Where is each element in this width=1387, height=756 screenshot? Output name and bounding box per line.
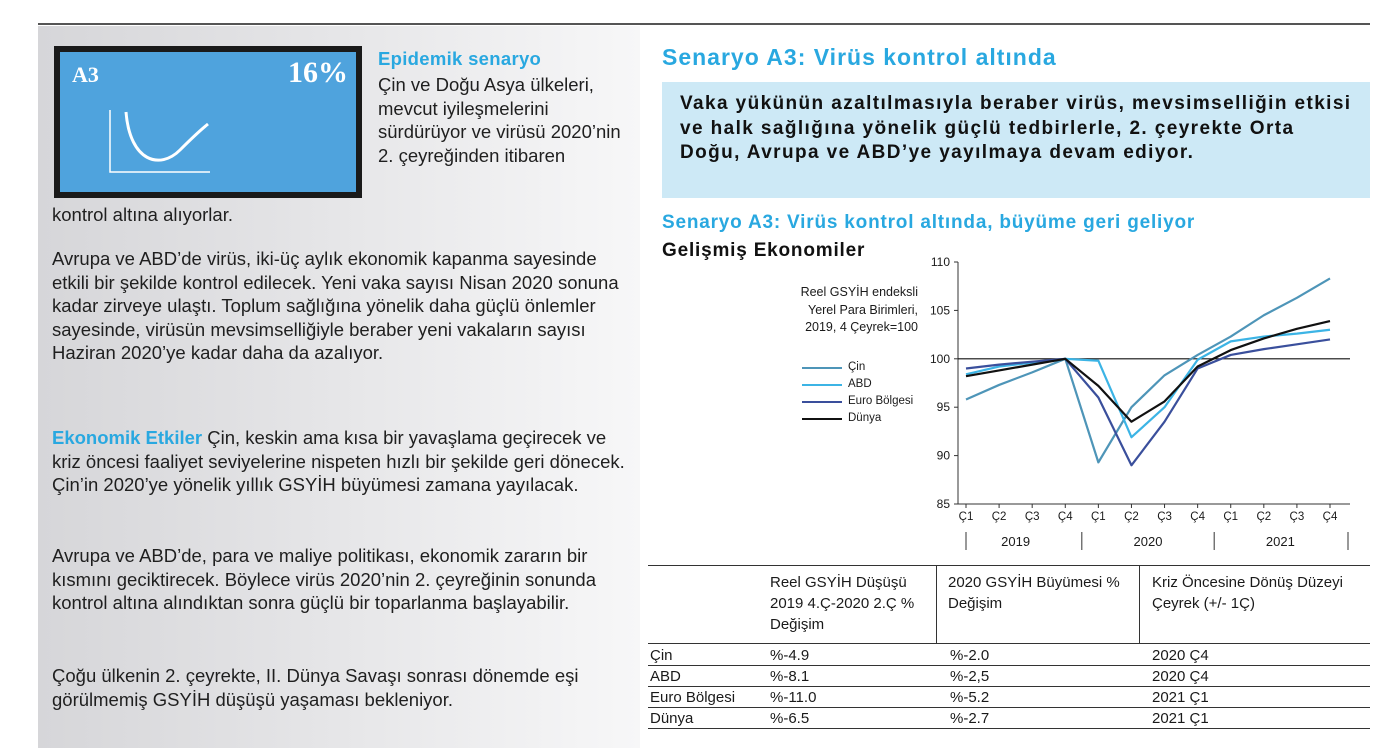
table-cell: %-6.5 <box>770 710 810 727</box>
x-tick-label: Ç2 <box>1124 511 1139 523</box>
table-cell: %-5.2 <box>950 689 990 706</box>
u-curve-icon <box>100 100 220 180</box>
table-cell: %-4.9 <box>770 647 810 664</box>
x-tick-label: Ç1 <box>1223 511 1239 523</box>
table-row <box>648 666 1370 687</box>
x-tick-label: Ç1 <box>958 511 974 523</box>
series-line <box>966 330 1330 437</box>
table-row <box>648 708 1370 729</box>
table-row <box>648 687 1370 708</box>
legend-swatch <box>802 384 842 386</box>
table-top-rule <box>648 565 1370 566</box>
highlight-text: Vaka yükünün azaltılmasıyla beraber virüs, mevsimselliğin etkisi ve halk sağlığına yönelik güçlü tedbirlerle, 2. çeyrekte Orta Doğu, Avrupa ve ABD’ye yayılmaya devam ediyor. <box>680 93 1352 163</box>
table-cell: 2021 Ç1 <box>1152 710 1209 727</box>
table-header-cell: 2020 GSYİH Büyümesi % Değişim <box>948 574 1120 612</box>
x-tick-label: Ç2 <box>1256 511 1272 523</box>
table-header-cell: Kriz Öncesine Dönüş Düzeyi Çeyrek (+/- 1Ç) <box>1152 574 1343 612</box>
chart-note <box>760 284 918 337</box>
table-header-cell: Reel GSYİH Düşüşü 2019 4.Ç-2020 2.Ç % Değişim <box>770 574 915 633</box>
table-cell: %-2.0 <box>950 647 990 664</box>
table-cell: Dünya <box>650 710 694 727</box>
table-column-divider <box>1139 565 1140 644</box>
paragraph-policy: Avrupa ve ABD’de, para ve maliye politikası, ekonomik zararın bir kısmını geciktirecek. Böylece virüs 2020’nin 2. çeyreğinin sonunda kontrol altına alındıktan sonra güçlü bir toparlanma başlayabilir. <box>52 545 596 613</box>
legend-label: Euro Bölgesi <box>848 395 914 407</box>
epidemic-scenario-continuation: kontrol altına alıyorlar. <box>52 204 233 225</box>
chart-title: Senaryo A3: Virüs kontrol altında, büyüme geri geliyor <box>662 212 1196 233</box>
chart-note-line: Yerel Para Birimleri, <box>808 302 918 317</box>
scenario-title: Senaryo A3: Virüs kontrol altında <box>662 44 1057 70</box>
scenario-label: A3 <box>72 62 99 87</box>
x-tick-label: Ç3 <box>1157 511 1172 523</box>
series-line <box>966 321 1330 422</box>
table-row <box>648 645 1370 666</box>
y-tick-label: 95 <box>936 400 950 415</box>
year-label: 2020 <box>1133 534 1163 549</box>
table-cell: Çin <box>650 647 673 664</box>
chart-subtitle: Gelişmiş Ekonomiler <box>662 240 866 261</box>
table-column-divider <box>936 565 937 644</box>
legend-label: Dünya <box>848 412 882 424</box>
epidemic-scenario-title: Epidemik senaryo <box>378 48 542 69</box>
top-rule <box>38 23 1370 25</box>
series-line <box>966 278 1330 462</box>
y-tick-label: 110 <box>930 255 950 269</box>
x-tick-label: Ç4 <box>1322 511 1338 523</box>
paragraph-economic-effects <box>52 426 632 497</box>
y-tick-label: 105 <box>930 303 950 318</box>
x-tick-label: Ç3 <box>1289 511 1305 523</box>
chart-note-line: 2019, 4 Çeyrek=100 <box>805 320 918 334</box>
epidemic-scenario-body: Çin ve Doğu Asya ülkeleri, mevcut iyileşmelerini sürdürüyor ve virüsü 2020’nin 2. çeyreğinden itibaren <box>378 74 621 166</box>
legend-label: Çin <box>848 361 866 373</box>
x-tick-label: Ç1 <box>1091 511 1106 523</box>
economic-effects-text: Çin, keskin ama kısa bir yavaşlama geçirecek ve kriz öncesi faaliyet seviyelerine nispeten hızlı bir şekilde geri dönecek. Çin’in 2020’ye yönelik yıllık GSYİH büyümesi zamana yayılacak. <box>52 427 625 495</box>
y-tick-label: 100 <box>930 351 950 366</box>
table-cell: %-2.7 <box>950 710 990 727</box>
x-tick-label: Ç3 <box>1024 511 1040 523</box>
table-cell: 2020 Ç4 <box>1152 647 1209 664</box>
table-cell: 2021 Ç1 <box>1152 689 1209 706</box>
year-label: 2019 <box>1001 534 1031 549</box>
table-cell: %-2,5 <box>950 668 990 685</box>
y-tick-label: 90 <box>936 448 950 463</box>
table-cell: ABD <box>650 668 681 685</box>
chart-note-line: Reel GSYİH endeksli <box>800 285 918 299</box>
scenario-percent: 16% <box>288 56 348 89</box>
y-tick-label: 85 <box>936 497 950 511</box>
paragraph-europe-usa: Avrupa ve ABD’de virüs, iki-üç aylık ekonomik kapanma sayesinde etkili bir şekilde kontrol edilecek. Yeni vaka sayısı Nisan 2020 sonuna kadar zirveye ulaştı. Toplum sağlığına yönelik daha güçlü önlemler sayesinde, virüsün mevsimselliğiyle beraber yeni vakaların sayısı Haziran 2020’ye kadar daha da azalıyor. <box>52 248 619 363</box>
table-cell: %-11.0 <box>770 689 817 706</box>
paragraph-gdp-decline: Çoğu ülkenin 2. çeyrekte, II. Dünya Savaşı sonrası dönemde eşi görülmemiş GSYİH düşüşü yaşaması bekleniyor. <box>52 665 579 710</box>
year-label: 2021 <box>1265 534 1295 549</box>
legend-swatch <box>802 418 842 420</box>
gdp-line-chart <box>930 250 1370 555</box>
table-header-rule <box>648 643 1370 644</box>
economic-effects-keyword: Ekonomik Etkiler <box>52 427 203 448</box>
table-cell: 2020 Ç4 <box>1152 668 1209 685</box>
x-tick-label: Ç4 <box>1057 511 1073 523</box>
x-tick-label: Ç4 <box>1190 511 1205 523</box>
table-cell: %-8.1 <box>770 668 810 685</box>
table-cell: Euro Bölgesi <box>650 689 736 706</box>
legend-swatch <box>802 367 842 369</box>
x-tick-label: Ç2 <box>991 511 1007 523</box>
legend-swatch <box>802 401 842 403</box>
legend-label: ABD <box>848 378 872 390</box>
